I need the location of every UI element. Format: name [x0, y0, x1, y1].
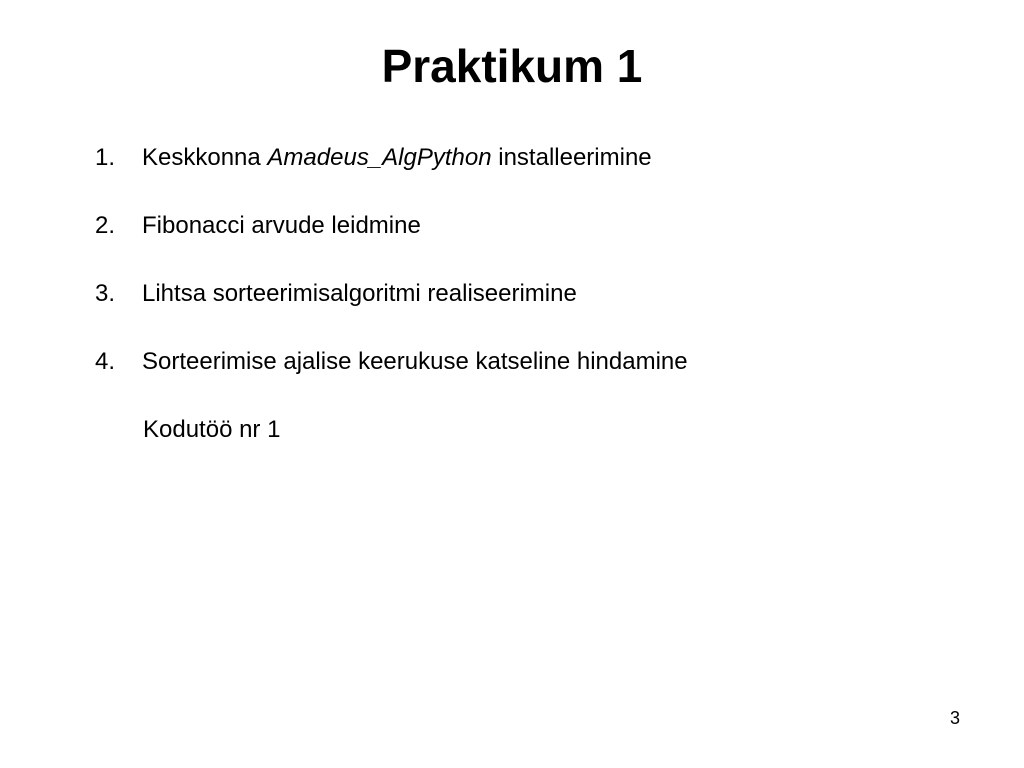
list-item-text-suffix: installeerimine — [491, 144, 652, 171]
list-item-number: 1. — [95, 144, 116, 171]
slide-title: Praktikum 1 — [381, 40, 643, 92]
software-name: Amadeus_AlgPython — [267, 144, 492, 171]
list-item-text: Lihtsa sorteerimisalgoritmi realiseerimine — [142, 280, 577, 307]
list-item-number: 2. — [95, 212, 116, 239]
list-item-text: Sorteerimise ajalise keerukuse katseline hindamine — [142, 348, 688, 375]
list-item-3 — [95, 279, 975, 309]
homework-note: Kodutöö nr 1 — [143, 416, 281, 443]
list-item-1 — [95, 143, 975, 173]
list-item-4 — [95, 347, 975, 377]
page-number: 3 — [949, 708, 960, 728]
list-item-number: 3. — [95, 280, 116, 307]
list-item-2 — [95, 211, 975, 241]
list-item-text-prefix: Keskkonna — [142, 144, 268, 171]
list-item-text: Fibonacci arvude leidmine — [142, 212, 421, 239]
list-item-number: 4. — [95, 348, 116, 375]
